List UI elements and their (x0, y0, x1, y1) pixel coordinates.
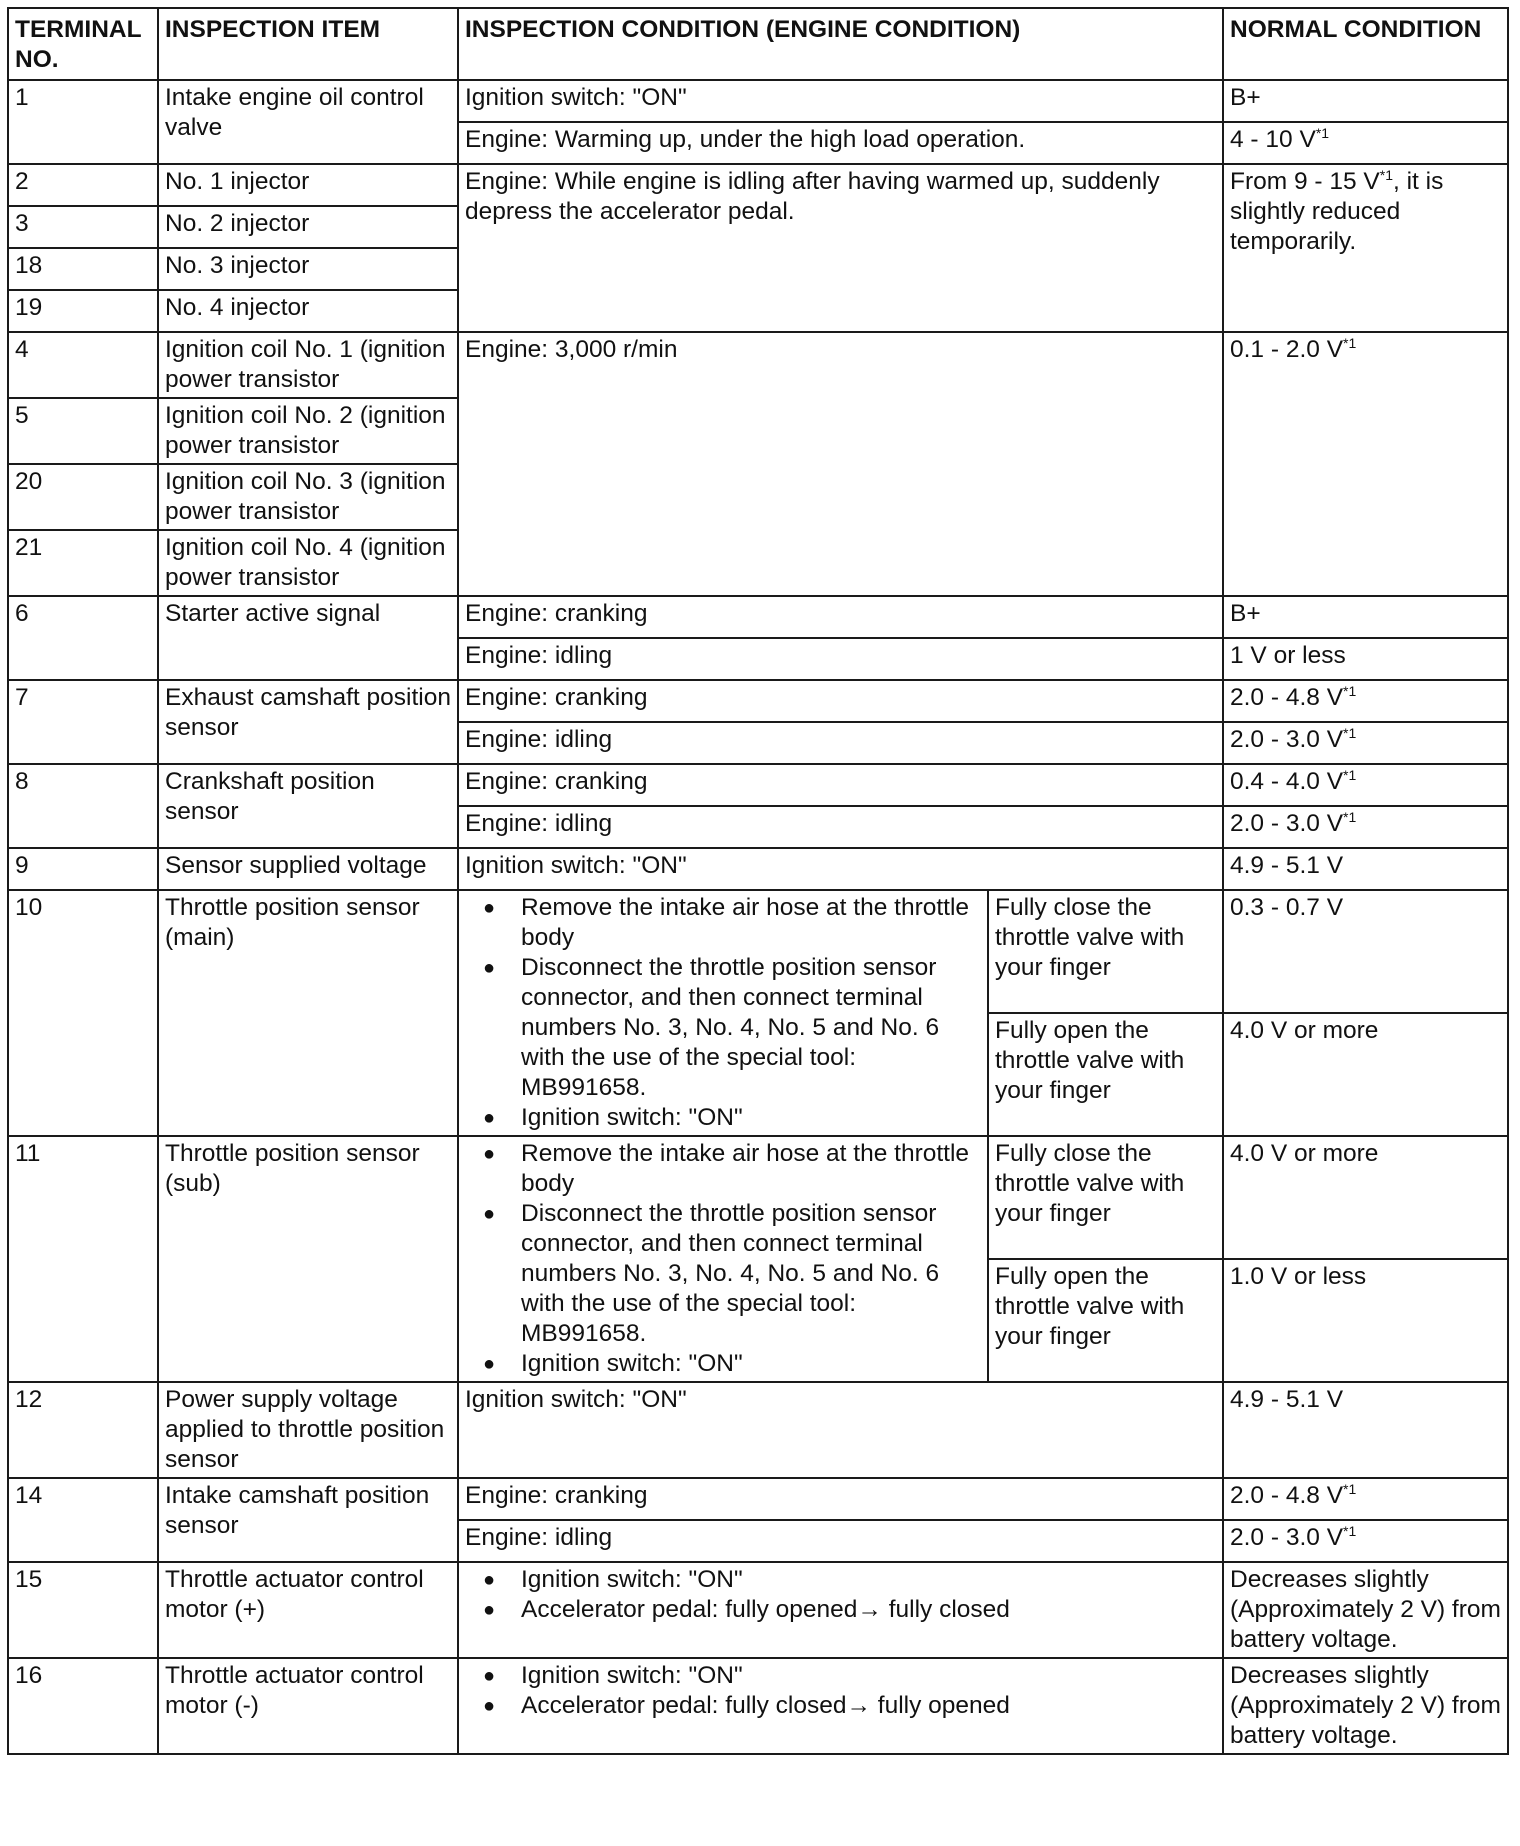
bullet-item: ● Remove the intake air hose at the throttle body (465, 893, 981, 953)
bullet-item: ● Ignition switch: "ON" (465, 1661, 1216, 1691)
normal-condition: 0.3 - 0.7 V (1223, 890, 1508, 1013)
inspection-item: Starter active signal (158, 596, 458, 680)
inspection-item: Crankshaft position sensor (158, 764, 458, 848)
normal-condition: Decreases slightly (Approximately 2 V) from battery voltage. (1223, 1658, 1508, 1754)
inspection-item: No. 3 injector (158, 248, 458, 290)
inspection-item: Throttle position sensor (main) (158, 890, 458, 1136)
bullet-item: ● Disconnect the throttle position sensor connector, and then connect terminal numbers No. 3, No. 4, No. 5 and No. 6 with the use of the special tool: MB991658. (465, 1199, 981, 1349)
sub-condition: Fully close the throttle valve with your finger (988, 890, 1223, 1013)
normal-value: 2.0 - 3.0 V (1230, 810, 1344, 837)
normal-condition: B+ (1223, 80, 1508, 122)
table-row (8, 1562, 1508, 1658)
sub-condition: Fully open the throttle valve with your finger (988, 1013, 1223, 1136)
normal-condition (1223, 806, 1508, 848)
footnote-mark: *1 (1343, 766, 1357, 783)
header-condition: INSPECTION CONDITION (ENGINE CONDITION) (458, 8, 1223, 80)
inspection-condition: Engine: cranking (458, 764, 1223, 806)
inspection-item: Ignition coil No. 3 (ignition power transistor (158, 464, 458, 530)
header-item: INSPECTION ITEM (158, 8, 458, 80)
table-row (8, 80, 1508, 122)
inspection-item: No. 2 injector (158, 206, 458, 248)
sub-condition: Fully open the throttle valve with your finger (988, 1259, 1223, 1382)
terminal-no: 18 (8, 248, 158, 290)
normal-condition (1223, 680, 1508, 722)
terminal-no: 3 (8, 206, 158, 248)
inspection-condition: Engine: cranking (458, 680, 1223, 722)
inspection-table (7, 7, 1509, 1755)
normal-condition: Decreases slightly (Approximately 2 V) from battery voltage. (1223, 1562, 1508, 1658)
normal-condition (1223, 764, 1508, 806)
table-row (8, 1382, 1508, 1478)
table-row (8, 848, 1508, 890)
footnote-mark: *1 (1343, 808, 1357, 825)
inspection-condition: Ignition switch: "ON" (458, 80, 1223, 122)
inspection-condition: Engine: idling (458, 806, 1223, 848)
sub-condition: Fully close the throttle valve with your finger (988, 1136, 1223, 1259)
header-normal: NORMAL CONDITION (1223, 8, 1508, 80)
inspection-condition: Engine: idling (458, 638, 1223, 680)
bullet-item: ● Remove the intake air hose at the throttle body (465, 1139, 981, 1199)
inspection-condition: Engine: cranking (458, 596, 1223, 638)
terminal-no: 2 (8, 164, 158, 206)
normal-condition (1223, 164, 1508, 332)
inspection-item: Throttle actuator control motor (-) (158, 1658, 458, 1754)
terminal-no: 10 (8, 890, 158, 1136)
terminal-no: 9 (8, 848, 158, 890)
footnote-mark: *1 (1343, 682, 1357, 699)
normal-condition: 4.0 V or more (1223, 1136, 1508, 1259)
inspection-item: Exhaust camshaft position sensor (158, 680, 458, 764)
inspection-condition: Engine: Warming up, under the high load operation. (458, 122, 1223, 164)
terminal-no: 15 (8, 1562, 158, 1658)
normal-condition: B+ (1223, 596, 1508, 638)
table-row (8, 890, 1508, 1013)
header-row (8, 8, 1508, 80)
inspection-condition: Engine: idling (458, 722, 1223, 764)
normal-value: 4 - 10 V (1230, 126, 1316, 153)
inspection-item: No. 4 injector (158, 290, 458, 332)
normal-condition (1223, 722, 1508, 764)
bullet-item: ● Ignition switch: "ON" (465, 1349, 981, 1379)
inspection-item: Power supply voltage applied to throttle position sensor (158, 1382, 458, 1478)
bullet-item: ● Ignition switch: "ON" (465, 1103, 981, 1133)
normal-condition: 1.0 V or less (1223, 1259, 1508, 1382)
terminal-no: 20 (8, 464, 158, 530)
terminal-no: 16 (8, 1658, 158, 1754)
table-row (8, 764, 1508, 806)
inspection-item: Throttle actuator control motor (+) (158, 1562, 458, 1658)
terminal-no: 12 (8, 1382, 158, 1478)
normal-condition (1223, 1520, 1508, 1562)
normal-value: From 9 - 15 V (1230, 168, 1380, 195)
inspection-condition (458, 1658, 1223, 1754)
normal-value-cont: , it is slightly reduced temporarily. (1230, 168, 1444, 255)
terminal-no: 6 (8, 596, 158, 680)
normal-condition: 4.0 V or more (1223, 1013, 1508, 1136)
bullet-item: ● Ignition switch: "ON" (465, 1565, 1216, 1595)
inspection-condition: Engine: While engine is idling after having warmed up, suddenly depress the accelerator pedal. (458, 164, 1223, 332)
terminal-no: 21 (8, 530, 158, 596)
condition-list (465, 1661, 1216, 1721)
terminal-no: 4 (8, 332, 158, 398)
table-row (8, 596, 1508, 638)
bullet-item: ● Accelerator pedal: fully closed→ fully opened (465, 1691, 1216, 1721)
footnote-mark: *1 (1343, 724, 1357, 741)
normal-condition (1223, 332, 1508, 596)
inspection-item: Ignition coil No. 1 (ignition power transistor (158, 332, 458, 398)
terminal-no: 11 (8, 1136, 158, 1382)
inspection-condition (458, 890, 988, 1136)
terminal-no: 19 (8, 290, 158, 332)
bullet-item: ● Disconnect the throttle position sensor connector, and then connect terminal numbers No. 3, No. 4, No. 5 and No. 6 with the use of the special tool: MB991658. (465, 953, 981, 1103)
normal-value: 2.0 - 4.8 V (1230, 684, 1344, 711)
terminal-no: 8 (8, 764, 158, 848)
normal-condition (1223, 1478, 1508, 1520)
inspection-condition: Ignition switch: "ON" (458, 1382, 1223, 1478)
inspection-item: Ignition coil No. 4 (ignition power transistor (158, 530, 458, 596)
table-row (8, 1478, 1508, 1520)
normal-value: 2.0 - 3.0 V (1230, 1524, 1344, 1551)
footnote-mark: *1 (1343, 334, 1357, 351)
inspection-condition: Engine: cranking (458, 1478, 1223, 1520)
normal-value: 0.1 - 2.0 V (1230, 336, 1344, 363)
normal-value: 2.0 - 3.0 V (1230, 726, 1344, 753)
footnote-mark: *1 (1315, 124, 1330, 141)
terminal-no: 5 (8, 398, 158, 464)
header-terminal: TERMINAL NO. (8, 8, 158, 80)
inspection-condition: Engine: 3,000 r/min (458, 332, 1223, 596)
footnote-mark: *1 (1343, 1480, 1357, 1497)
inspection-item: Ignition coil No. 2 (ignition power transistor (158, 398, 458, 464)
condition-list (465, 1139, 981, 1379)
table-row (8, 332, 1508, 398)
normal-value: 2.0 - 4.8 V (1230, 1482, 1344, 1509)
terminal-no: 14 (8, 1478, 158, 1562)
normal-value: 0.4 - 4.0 V (1230, 768, 1344, 795)
inspection-condition: Engine: idling (458, 1520, 1223, 1562)
table-row (8, 164, 1508, 206)
table-row (8, 1658, 1508, 1754)
table-row (8, 680, 1508, 722)
condition-list (465, 1565, 1216, 1625)
condition-list (465, 893, 981, 1133)
inspection-item: Intake camshaft position sensor (158, 1478, 458, 1562)
inspection-item: Throttle position sensor (sub) (158, 1136, 458, 1382)
inspection-item: Intake engine oil control valve (158, 80, 458, 164)
normal-condition: 4.9 - 5.1 V (1223, 848, 1508, 890)
inspection-condition: Ignition switch: "ON" (458, 848, 1223, 890)
inspection-condition (458, 1136, 988, 1382)
bullet-item: ● Accelerator pedal: fully opened→ fully closed (465, 1595, 1216, 1625)
table-row (8, 1136, 1508, 1259)
normal-condition: 1 V or less (1223, 638, 1508, 680)
footnote-mark: *1 (1343, 1522, 1357, 1539)
inspection-condition (458, 1562, 1223, 1658)
inspection-item: No. 1 injector (158, 164, 458, 206)
normal-condition (1223, 122, 1508, 164)
inspection-item: Sensor supplied voltage (158, 848, 458, 890)
footnote-mark: *1 (1379, 166, 1393, 183)
normal-condition: 4.9 - 5.1 V (1223, 1382, 1508, 1478)
terminal-no: 1 (8, 80, 158, 164)
terminal-no: 7 (8, 680, 158, 764)
